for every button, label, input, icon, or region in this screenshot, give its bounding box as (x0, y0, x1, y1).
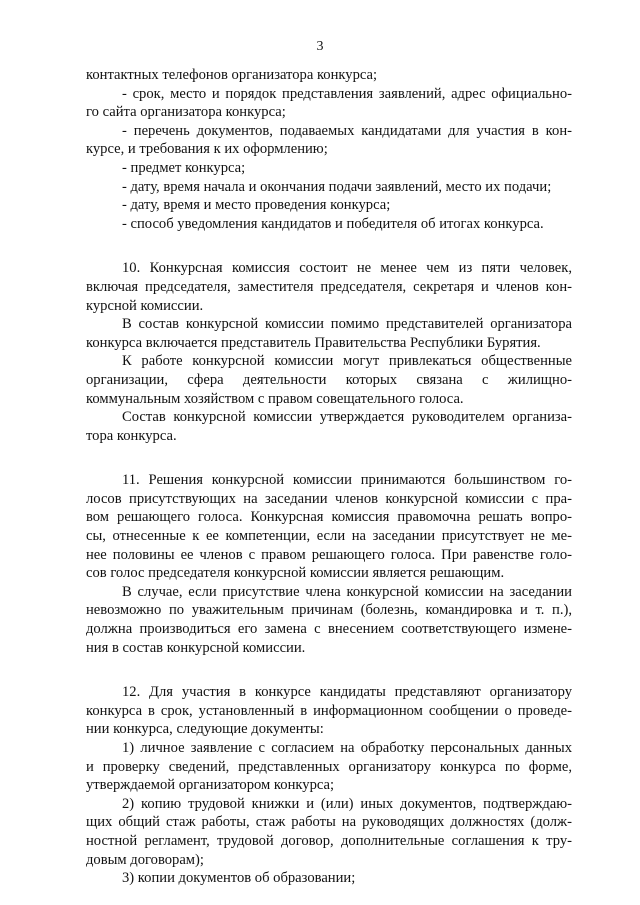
text-line: нии конкурса, следующие документы: (86, 721, 324, 738)
text-line: - дату, время и место проведения конкурса; (122, 197, 391, 214)
text-line: курсе, и требования к их оформлению; (86, 141, 328, 158)
text-line: ния в состав конкурсной комиссии. (86, 639, 306, 656)
text-line: щих общий стаж работы, стаж работы на руководящих должностях (долж- (86, 814, 572, 831)
text-line: сов голос председателя конкурсной комиссии является решающим. (86, 565, 505, 582)
text-line: курсной комиссии. (86, 297, 204, 314)
text-line: нее половины ее членов с правом решающего голоса. При равенстве голо- (86, 546, 572, 563)
text-line: тора конкурса. (86, 427, 177, 444)
text-line: лосов присутствующих на заседании членов конкурсной комиссии с пра- (86, 490, 572, 507)
text-line: 11. Решения конкурсной комиссии принимаются большинством го- (122, 472, 572, 489)
text-line: В случае, если присутствие члена конкурсной комиссии на заседании (122, 583, 572, 600)
text-line: утверждаемой организатором конкурса; (86, 777, 335, 794)
text-line: го сайта организатора конкурса; (86, 104, 286, 121)
text-line: вом решающего голоса. Конкурсная комиссия правомочна решать вопро- (86, 509, 572, 526)
text-line: довым договорам); (86, 851, 204, 868)
text-line: - дату, время начала и окончания подачи заявлений, место их подачи; (122, 178, 552, 195)
text-line: - предмет конкурса; (122, 159, 246, 176)
text-line: конкурса включается представитель Правительства Республики Бурятия. (86, 334, 541, 351)
paragraph-gap (86, 233, 572, 259)
text-line: 3) копии документов об образовании; (122, 870, 356, 887)
text-line: организации, сфера деятельности которых связана с жилищно- (86, 371, 572, 388)
text-line: - срок, место и порядок представления заявлений, адрес официально- (122, 85, 572, 102)
page-number: 3 (316, 39, 324, 54)
text-line: сы, отнесенные к ее компетенции, если на заседании присутствует не ме- (86, 528, 572, 545)
text-line: - способ уведомления кандидатов и победителя об итогах конкурса. (122, 215, 544, 232)
text-line: должна производиться его замена с внесением соответствующего измене- (86, 621, 572, 638)
text-line: В состав конкурсной комиссии помимо представителей организатора (122, 316, 572, 333)
text-line: и проверку сведений, представленных организатору конкурса по форме, (86, 758, 572, 775)
text-line: 1) личное заявление с согласием на обработку персональных данных (122, 740, 572, 756)
paragraph-gap (86, 445, 572, 471)
text-line: контактных телефонов организатора конкурса; (86, 67, 378, 83)
text-line: конкурса в срок, установленный в информационном сообщении о проведе- (86, 702, 572, 719)
text-line: включая председателя, заместителя председателя, секретаря и членов кон- (86, 278, 572, 295)
text-line: - перечень документов, подаваемых кандидатами для участия в кон- (122, 122, 572, 139)
text-line: коммунальным хозяйством с правом совещательного голоса. (86, 390, 464, 407)
text-line: Состав конкурсной комиссии утверждается руководителем организа- (122, 409, 572, 426)
text-line: 12. Для участия в конкурсе кандидаты представляют организатору (122, 684, 572, 701)
document-body (86, 66, 572, 888)
text-line: 10. Конкурсная комиссия состоит не менее чем из пяти человек, (122, 260, 572, 277)
paragraph-gap (86, 657, 572, 683)
text-line: 2) копию трудовой книжки и (или) иных документов, подтверждаю- (122, 795, 572, 812)
text-line: невозможно по уважительным причинам (болезнь, командировка и т. п.), (86, 602, 572, 619)
text-line: ностной регламент, трудовой договор, дополнительные соглашения к тру- (86, 832, 572, 849)
text-line: К работе конкурсной комиссии могут привлекаться общественные (122, 353, 572, 370)
